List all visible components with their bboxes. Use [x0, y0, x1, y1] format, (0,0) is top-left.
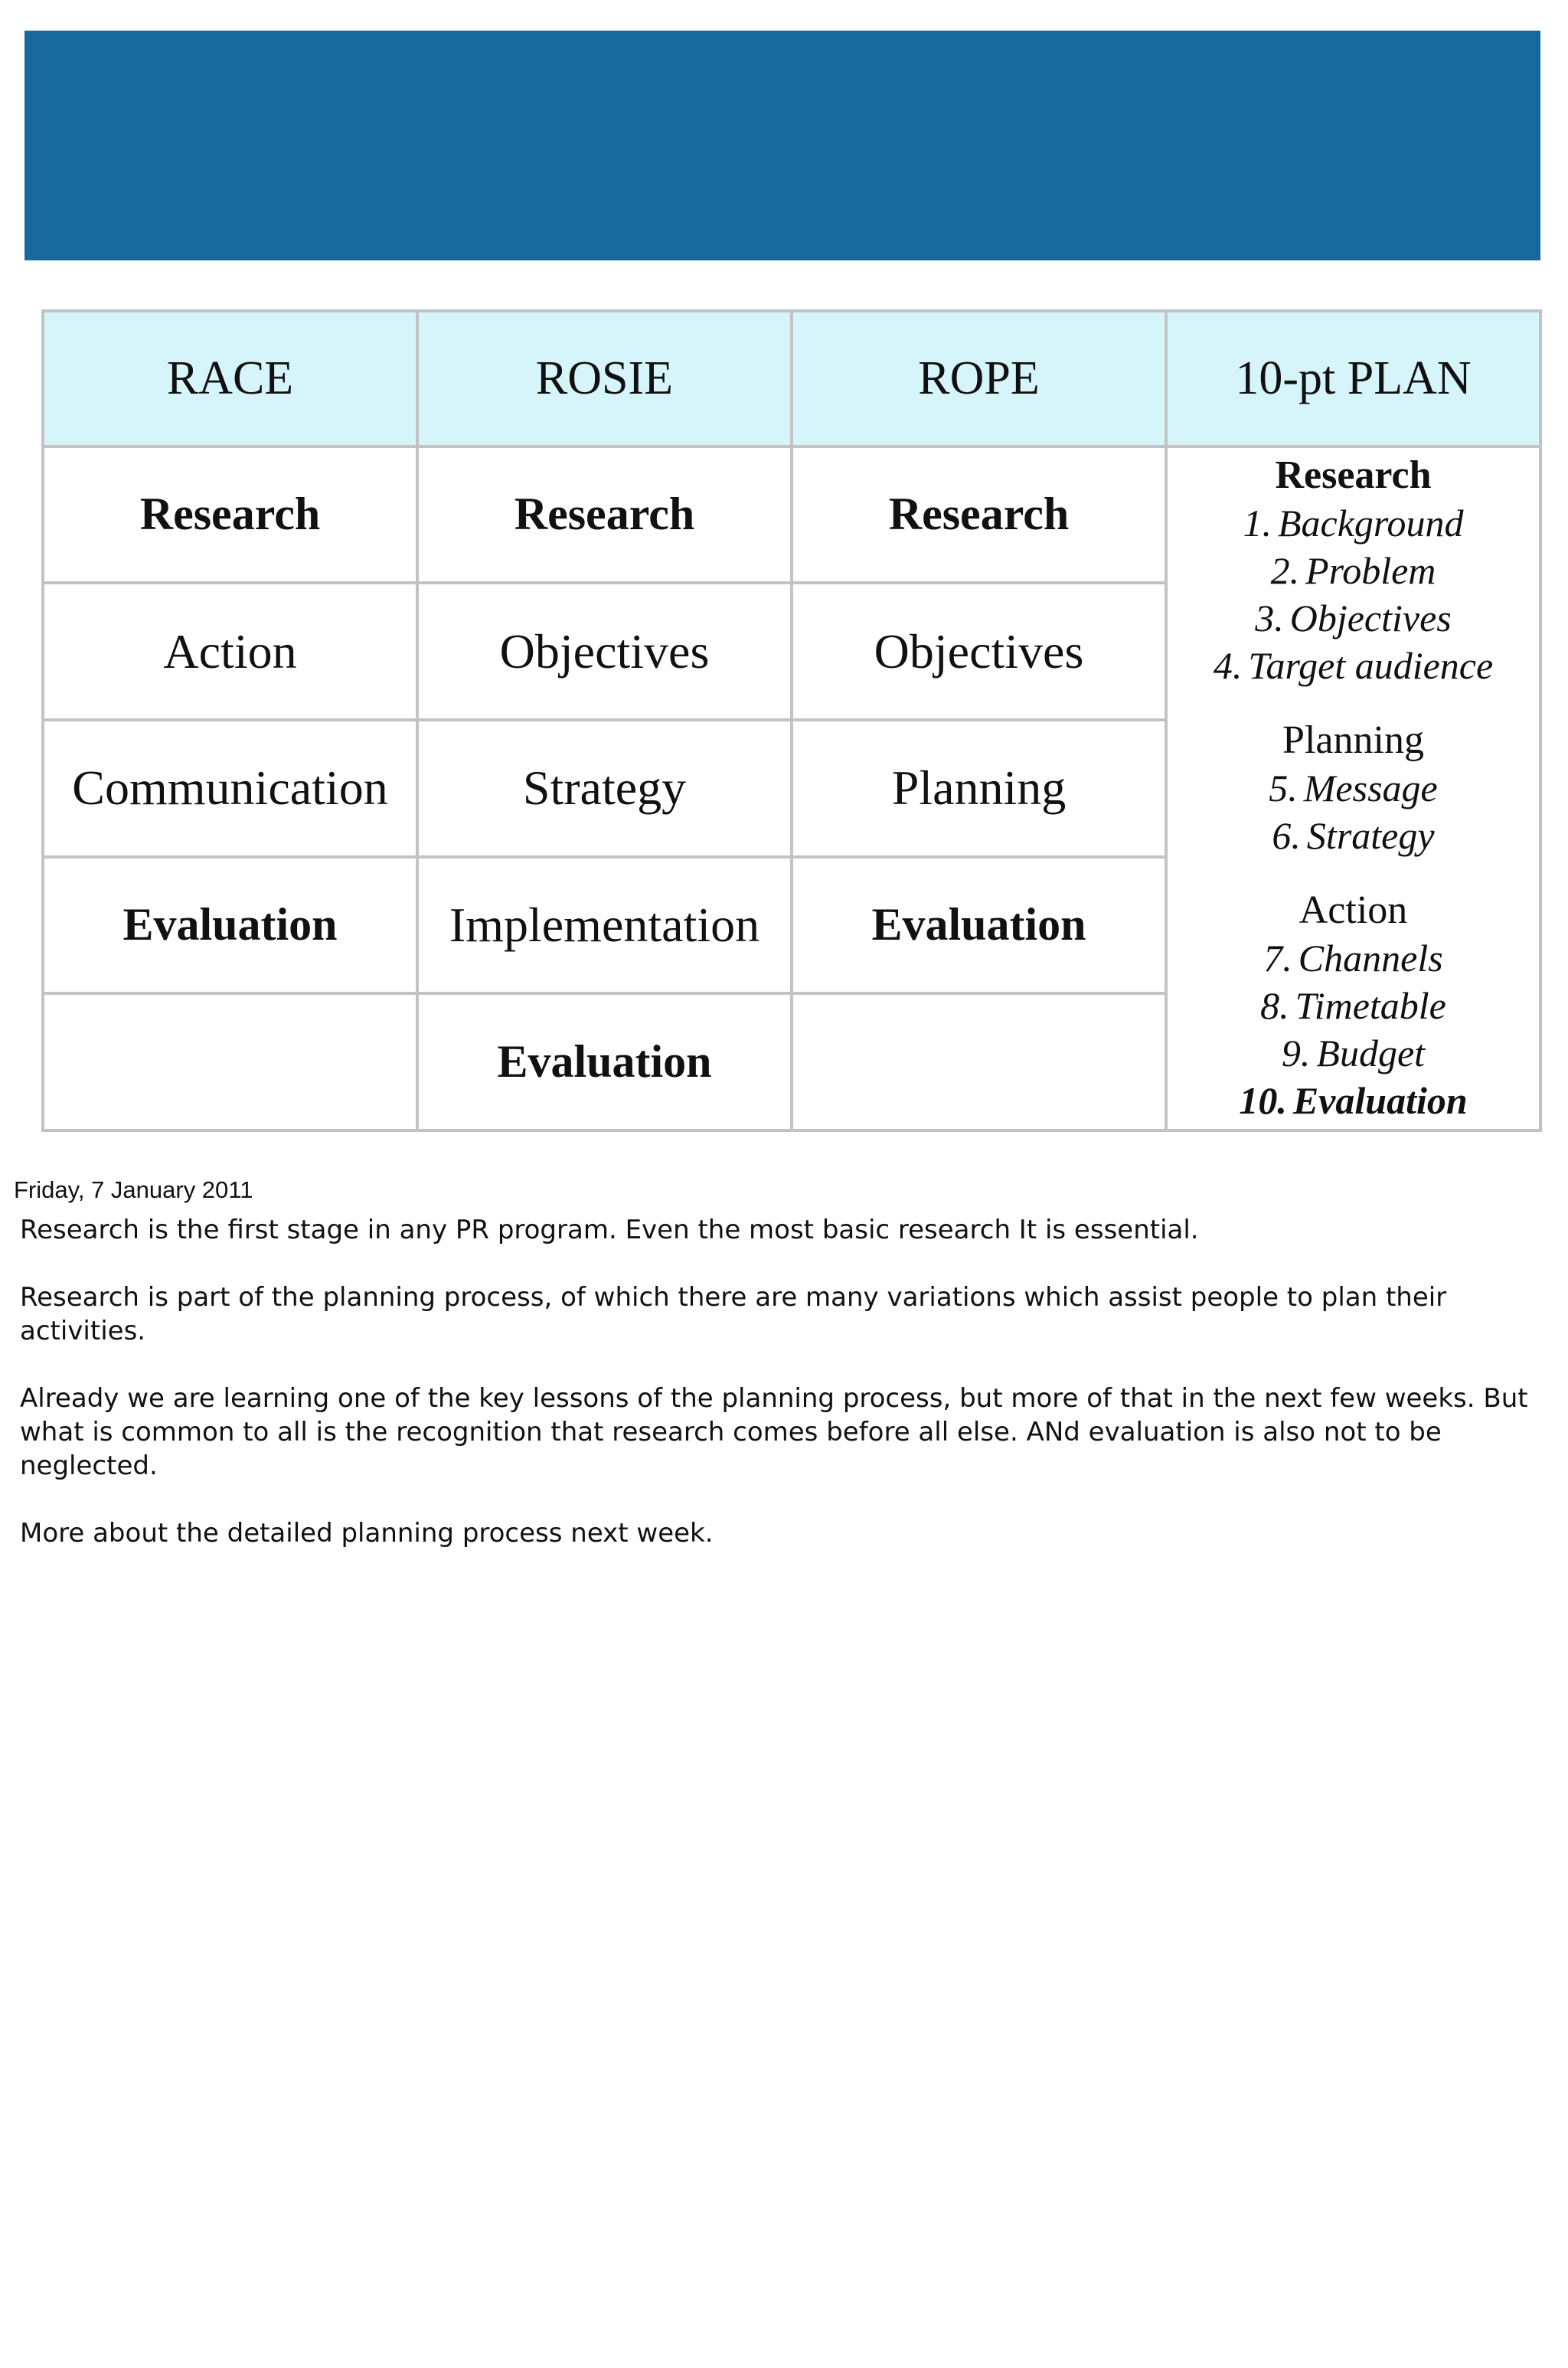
note-paragraph: More about the detailed planning process next week. [20, 1518, 714, 1549]
header-rope: ROPE [792, 311, 1166, 446]
rosie-strategy-cell: Strategy [417, 720, 792, 857]
speaker-notes [20, 1213, 1544, 1584]
note-paragraph: Research is part of the planning process, of which there are many variations which assist people to plan their activities. [20, 1282, 1447, 1346]
header-10pt-plan: 10-pt PLAN [1166, 311, 1540, 446]
table-row [43, 446, 1540, 584]
rosie-implementation-cell: Implementation [417, 857, 792, 994]
plan-item: 7. Channels [1263, 937, 1443, 980]
rope-research-cell: Research [792, 446, 1166, 584]
plan-item: 8. Timetable [1260, 984, 1446, 1028]
slide-header-banner [24, 31, 1540, 260]
plan-item: 10. Evaluation [1239, 1079, 1468, 1123]
plan-item: 9. Budget [1281, 1032, 1426, 1075]
plan-group-planning [1168, 717, 1539, 859]
plan-item: 6. Strategy [1272, 814, 1435, 858]
rosie-objectives-cell: Objectives [417, 583, 792, 720]
plan-item: 3. Objectives [1255, 597, 1452, 640]
race-empty-cell [43, 993, 417, 1130]
plan-item: 1. Background [1243, 502, 1464, 545]
ten-point-plan-cell [1166, 446, 1540, 1130]
plan-item: 2. Problem [1270, 549, 1436, 593]
note-paragraph: Already we are learning one of the key lessons of the planning process, but more of that in the next few weeks. But what is common to all is the recognition that research comes before all else. ANd evaluation is also not to be neglected. [20, 1383, 1528, 1481]
rosie-research-cell: Research [417, 446, 792, 584]
planning-models-table [41, 309, 1542, 1132]
header-race: RACE [43, 311, 417, 446]
rosie-evaluation-cell: Evaluation [417, 993, 792, 1130]
plan-item: 4. Target audience [1213, 644, 1494, 688]
plan-group-action [1168, 887, 1539, 1124]
rope-evaluation-cell: Evaluation [792, 857, 1166, 994]
plan-item: 5. Message [1269, 767, 1438, 810]
plan-group-heading: Action [1298, 888, 1408, 933]
plan-group-heading: Planning [1282, 718, 1424, 763]
header-rosie: ROSIE [417, 311, 792, 446]
plan-group-research [1168, 452, 1539, 689]
rope-planning-cell: Planning [792, 720, 1166, 857]
table-header-row [43, 311, 1540, 446]
race-communication-cell: Communication [43, 720, 417, 857]
race-action-cell: Action [43, 583, 417, 720]
rope-empty-cell [792, 993, 1166, 1130]
rope-objectives-cell: Objectives [792, 583, 1166, 720]
race-evaluation-cell: Evaluation [43, 857, 417, 994]
note-paragraph: Research is the first stage in any PR program. Even the most basic research It is essential. [20, 1215, 1199, 1245]
race-research-cell: Research [43, 446, 417, 584]
plan-group-heading: Research [1275, 453, 1432, 498]
note-date: Friday, 7 January 2011 [14, 1176, 253, 1203]
